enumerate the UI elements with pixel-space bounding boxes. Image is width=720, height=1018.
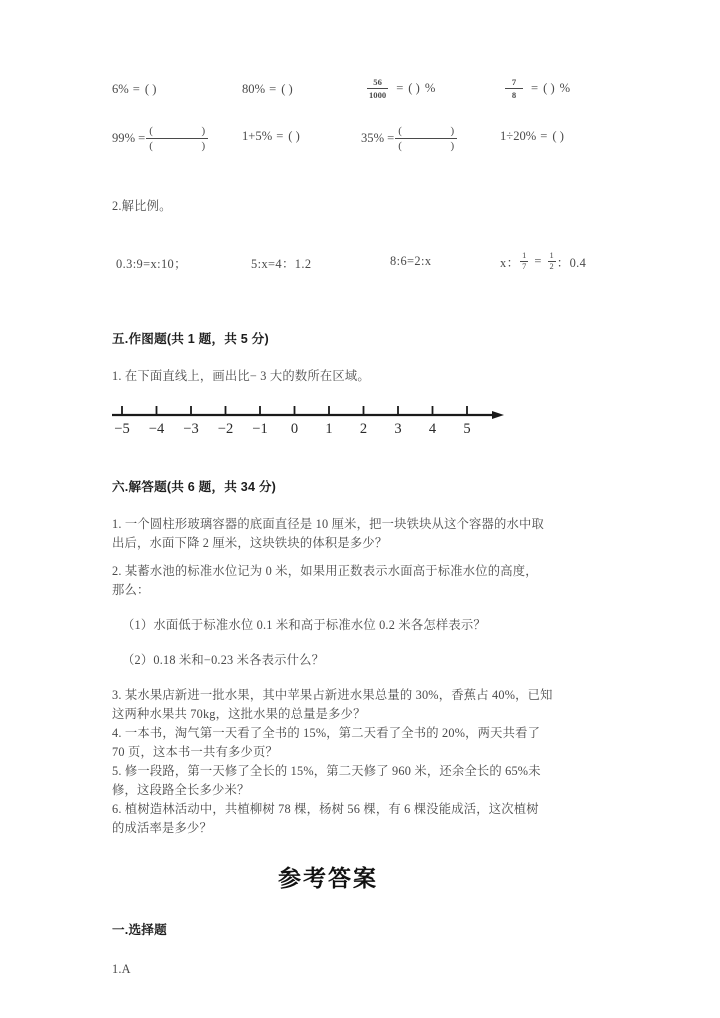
- proportion-item-3: 8:6=2:x: [390, 254, 432, 268]
- fill-item-6-percent: [112, 82, 156, 97]
- section-five-question: 1. 在下面直线上，画出比− 3 大的数所在区域。: [112, 369, 370, 383]
- fill-lhs: 99%: [112, 131, 136, 145]
- section-five-heading: 五.作图题(共 1 题，共 5 分): [112, 332, 269, 346]
- document-content: [112, 0, 612, 979]
- fraction-numerator: 1: [522, 251, 527, 260]
- proportion-suffix: ：0.4: [556, 255, 587, 270]
- question-line: （2）0.18 米和−0.23 米各表示什么？: [122, 653, 325, 667]
- answer-blank[interactable]: ( ): [552, 129, 564, 143]
- number-line-tick-label: −5: [114, 421, 130, 437]
- question-line: 6. 植树造林活动中，共植柳树 78 棵，杨树 56 棵，有 6 棵没能成活，这次植树: [112, 802, 539, 816]
- question-line: 修，这段路全长多少米？: [112, 783, 250, 797]
- equals-sign: =: [276, 129, 284, 143]
- proportion-item-2: 5:x=4：1.2: [251, 257, 312, 271]
- paren-open: (: [398, 139, 402, 152]
- number-line-ticks: [122, 406, 467, 415]
- fraction-7-8: [505, 78, 523, 99]
- section-six-question-list: [112, 515, 612, 838]
- answer-key-section-heading: 一.选择题: [112, 923, 167, 937]
- paren-close: ): [201, 139, 206, 152]
- equals-sign: =: [534, 254, 542, 269]
- question-line: 2. 某蓄水池的标准水位记为 0 米，如果用正数表示水面高于标准水位的高度，: [112, 564, 538, 578]
- answer-blank[interactable]: ( ): [288, 129, 300, 143]
- question-line: 3. 某水果店新进一批水果，其中苹果占新进水果总量的 30%，香蕉占 40%，已知: [112, 688, 553, 702]
- fill-item-1-div-20-percent: [500, 129, 564, 144]
- proportion-row: [112, 251, 612, 284]
- number-line-labels: [114, 421, 470, 437]
- fill-lhs: 6%: [112, 82, 129, 96]
- fill-in-row-1: [112, 78, 612, 116]
- fraction-1-2: [548, 252, 556, 272]
- answer-blank[interactable]: ( ): [144, 82, 157, 96]
- fraction-56-1000: [367, 78, 388, 99]
- equals-sign: =: [396, 81, 404, 96]
- question-line: 这两种水果共 70kg，这批水果的总量是多少？: [112, 707, 366, 721]
- fraction-bar: [367, 88, 388, 89]
- fraction-denominator: 8: [511, 89, 517, 100]
- number-line-tick-label: 1: [325, 421, 333, 437]
- equals-sign: =: [540, 129, 548, 143]
- fraction-denominator: 1000: [369, 89, 387, 100]
- fraction-1-7: [520, 252, 528, 272]
- fill-lhs: 1÷20%: [500, 129, 537, 143]
- fraction-numerator: 56: [373, 77, 382, 87]
- fraction-numerator-blank[interactable]: [395, 125, 457, 137]
- answer-blank[interactable]: ( ): [543, 81, 555, 96]
- number-line-figure: [112, 402, 612, 450]
- paren-open: (: [149, 139, 153, 152]
- number-line-tick-label: −3: [183, 421, 199, 437]
- equals-sign: =: [132, 82, 140, 96]
- number-line-tick-label: 0: [290, 421, 299, 437]
- paren-close: ): [201, 124, 206, 137]
- fill-lhs: 35%: [361, 131, 385, 145]
- fill-item-7-over-8: [502, 78, 570, 99]
- solve-proportion-prompt: 2.解比例。: [112, 199, 172, 213]
- fraction-bar: [395, 138, 457, 139]
- fraction-bar: [505, 88, 523, 89]
- fill-item-99-percent: [112, 125, 209, 152]
- fraction-denominator-blank[interactable]: [395, 140, 457, 152]
- question-line: 4. 一本书，淘气第一天看了全书的 15%，第二天看了全书的 20%，两天共看了: [112, 726, 541, 740]
- section-six-question: [112, 686, 612, 724]
- equals-sign: =: [387, 131, 395, 145]
- equals-sign: =: [531, 81, 539, 96]
- percent-sign: %: [559, 81, 571, 96]
- section-six-question: [112, 616, 612, 635]
- answer-item-1: 1.A: [112, 962, 131, 976]
- fraction-bar: [146, 138, 208, 139]
- proportion-item-1: 0.3:9=x:10；: [116, 257, 187, 271]
- question-line: 那么：: [112, 583, 150, 597]
- section-six-question: [112, 562, 612, 600]
- proportion-prefix: x：: [500, 255, 520, 270]
- fraction-blank-over-blank[interactable]: [395, 125, 457, 152]
- number-line-tick-label: −2: [217, 421, 234, 437]
- number-line-tick-label: 2: [359, 421, 368, 437]
- fraction-numerator-blank[interactable]: [146, 125, 208, 137]
- fraction-denominator: 7: [522, 262, 527, 272]
- section-six-question: [112, 651, 612, 670]
- proportion-item-4: [500, 252, 586, 272]
- answer-blank[interactable]: ( ): [408, 81, 420, 96]
- fill-item-35-percent: [361, 125, 458, 152]
- number-line-svg: [112, 402, 512, 450]
- number-line-tick-label: −4: [148, 421, 165, 437]
- paren-open: (: [149, 124, 153, 137]
- number-line-tick-label: −1: [252, 421, 268, 437]
- fraction-numerator: 1: [549, 251, 555, 260]
- section-six-question: [112, 800, 612, 838]
- fraction-blank-over-blank[interactable]: [146, 125, 208, 152]
- question-line: 出后，水面下降 2 厘米，这块铁块的体积是多少？: [112, 536, 388, 550]
- question-line: （1）水面低于标准水位 0.1 米和高于标准水位 0.2 米各怎样表示？: [122, 618, 486, 632]
- equals-sign: =: [269, 82, 277, 96]
- number-line-tick-label: 4: [428, 421, 437, 437]
- fill-item-56-over-1000: [364, 78, 435, 99]
- paren-open: (: [398, 124, 402, 137]
- paren-close: ): [450, 139, 455, 152]
- question-line: 的成活率是多少？: [112, 821, 212, 835]
- fill-lhs: 1+5%: [242, 129, 273, 143]
- percent-sign: %: [424, 81, 436, 96]
- fill-lhs: 80%: [242, 82, 266, 96]
- fraction-denominator-blank[interactable]: [146, 140, 208, 152]
- question-line: 1. 一个圆柱形玻璃容器的底面直径是 10 厘米，把一块铁块从这个容器的水中取: [112, 517, 545, 531]
- fill-in-row-2: [112, 125, 612, 163]
- answer-blank[interactable]: ( ): [281, 82, 293, 96]
- fraction-denominator: 2: [549, 262, 555, 272]
- fill-item-1-plus-5-percent: [242, 129, 300, 144]
- fill-item-80-percent: [242, 82, 293, 97]
- section-six-question: [112, 515, 612, 553]
- answer-key-title: 参考答案: [278, 865, 378, 891]
- number-line-tick-label: 5: [463, 421, 471, 437]
- paren-close: ): [450, 124, 455, 137]
- number-line-tick-label: 3: [394, 421, 402, 437]
- number-line-arrow-icon: [492, 411, 504, 419]
- question-line: 5. 修一段路，第一天修了全长的 15%，第二天修了 960 米，还余全长的 65%未: [112, 764, 541, 778]
- question-line: 70 页，这本书一共有多少页？: [112, 745, 278, 759]
- section-six-question: [112, 762, 612, 800]
- equals-sign: =: [138, 131, 146, 145]
- fraction-numerator: 7: [511, 77, 517, 87]
- section-six-question: [112, 724, 612, 762]
- section-six-heading: 六.解答题(共 6 题，共 34 分): [112, 480, 277, 494]
